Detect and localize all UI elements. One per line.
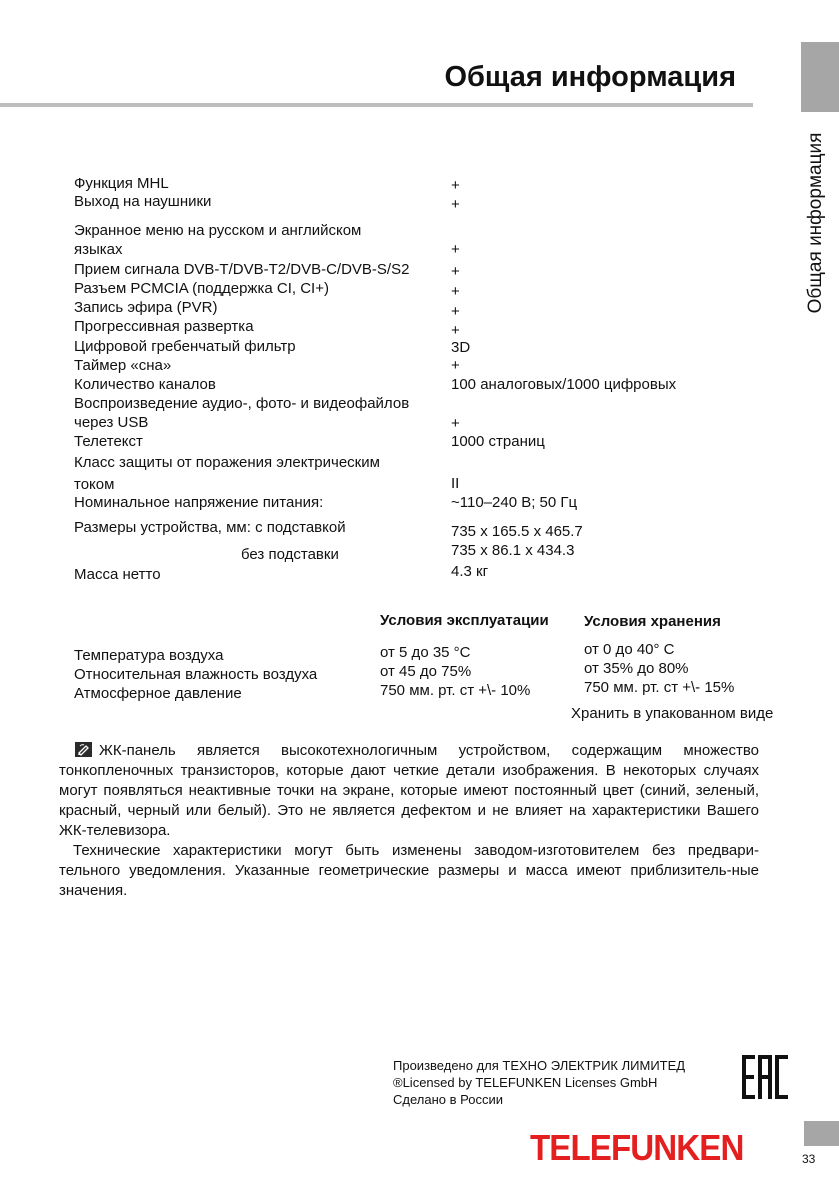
spec-value-menu: +	[451, 241, 460, 258]
spec-value-headphones: +	[451, 196, 460, 213]
spec-label-pvr: Запись эфира (PVR)	[74, 299, 218, 316]
spec-label-protection-cont: током	[74, 476, 115, 493]
spec-label-voltage: Номинальное напряжение питания:	[74, 494, 324, 511]
spec-value-teletext: 1000 страниц	[451, 433, 545, 450]
spec-value-channels: 100 аналоговых/1000 цифровых	[451, 376, 677, 393]
note-pencil-icon	[75, 742, 92, 757]
spec-label-channels: Количество каналов	[74, 376, 216, 393]
condition-operation-humidity: от 45 до 75%	[380, 663, 472, 680]
condition-label-temperature: Температура воздуха	[74, 647, 224, 664]
page-number-block	[804, 1121, 839, 1146]
spec-value-sleep-timer: +	[451, 357, 460, 374]
spec-label-reception: Прием сигнала DVB-T/DVB-T2/DVB-C/DVB-S/S2	[74, 261, 410, 278]
spec-label-menu-cont: языках	[74, 241, 123, 258]
lcd-note	[59, 741, 759, 841]
lcd-note-text: ЖК-панель является высокотехнологичным устройством, содержащим множество тонкопленочных транзисторов, которые дают четкие детали изображения. В некоторых случаях могут появляться неактивные точки на экране, которые имеют постоянный цвет (синий, зеленый, красный, черный или белый). Это не является дефектом и не влияет на характеристики Вашего ЖК-телевизора.	[59, 742, 759, 839]
license-line: ®Licensed by TELEFUNKEN Licenses GmbH	[393, 1075, 658, 1090]
condition-storage-humidity: от 35% до 80%	[584, 660, 689, 677]
condition-label-humidity: Относительная влажность воздуха	[74, 666, 318, 683]
operation-conditions-header: Условия эксплуатации	[380, 612, 549, 629]
condition-label-pressure: Атмосферное давление	[74, 685, 242, 702]
spec-value-weight: 4.3 кг	[451, 563, 489, 580]
origin-line: Сделано в России	[393, 1092, 503, 1107]
spec-value-protection: II	[451, 475, 460, 492]
spec-label-comb-filter: Цифровой гребенчатый фильтр	[74, 338, 296, 355]
condition-storage-pressure: 750 мм. рт. ст +\- 15%	[584, 679, 735, 696]
spec-label-usb: Воспроизведение аудио-, фото- и видеофайлов	[74, 395, 410, 412]
storage-note: Хранить в упакованном виде	[571, 705, 774, 722]
spec-value-dimensions-with-stand: 735 x 165.5 x 465.7	[451, 523, 583, 540]
spec-label-weight: Масса нетто	[74, 566, 161, 583]
spec-value-comb-filter: 3D	[451, 339, 471, 356]
spec-value-usb: +	[451, 415, 460, 432]
brand-logo: TELEFUNKEN	[530, 1127, 744, 1168]
header-divider	[0, 103, 753, 107]
spec-label-protection: Класс защиты от поражения электрическим	[74, 454, 380, 471]
side-tab	[772, 125, 839, 321]
spec-label-progressive: Прогрессивная развертка	[74, 318, 254, 335]
page-title: Общая информация	[444, 61, 736, 93]
spec-label-dimensions-no-stand: без подставки	[241, 546, 339, 563]
spec-label-menu: Экранное меню на русском и английском	[74, 222, 362, 239]
condition-operation-pressure: 750 мм. рт. ст +\- 10%	[380, 682, 531, 699]
side-tab-block	[801, 42, 839, 112]
page-number: 33	[802, 1152, 816, 1166]
spec-value-progressive: +	[451, 322, 460, 339]
manufacturer-info	[393, 1057, 685, 1108]
spec-label-sleep-timer: Таймер «сна»	[74, 357, 172, 374]
spec-label-usb-cont: через USB	[74, 414, 149, 431]
spec-value-mhl: +	[451, 177, 460, 194]
condition-operation-temperature: от 5 до 35 °С	[380, 644, 471, 661]
spec-label-teletext: Телетекст	[74, 433, 143, 450]
storage-conditions-header: Условия хранения	[584, 613, 721, 630]
eac-mark-logo	[741, 1053, 789, 1106]
disclaimer-note: Технические характеристики могут быть изменены заводом-изготовителем без предвари-тельного уведомления. Указанные геометрические размеры и масса имеют приблизитель-ные значения.	[59, 842, 759, 899]
eac-mark-icon	[741, 1053, 789, 1101]
condition-storage-temperature: от 0 до 40° С	[584, 641, 675, 658]
side-tab-label: Общая информация	[805, 132, 826, 314]
spec-label-headphones: Выход на наушники	[74, 193, 212, 210]
spec-value-dimensions-no-stand: 735 x 86.1 x 434.3	[451, 542, 575, 559]
spec-label-dimensions: Размеры устройства, мм: с подставкой	[74, 519, 346, 536]
manufacturer-line: Произведено для ТЕХНО ЭЛЕКТРИК ЛИМИТЕД	[393, 1058, 686, 1073]
spec-value-voltage: ~110–240 В; 50 Гц	[451, 494, 578, 511]
spec-value-pcmcia: +	[451, 283, 460, 300]
spec-value-pvr: +	[451, 303, 460, 320]
notes-block	[59, 741, 759, 901]
spec-label-pcmcia: Разъем PCMCIA (поддержка CI, CI+)	[74, 280, 329, 297]
spec-value-reception: +	[451, 263, 460, 280]
spec-label-mhl: Функция MHL	[74, 175, 169, 192]
